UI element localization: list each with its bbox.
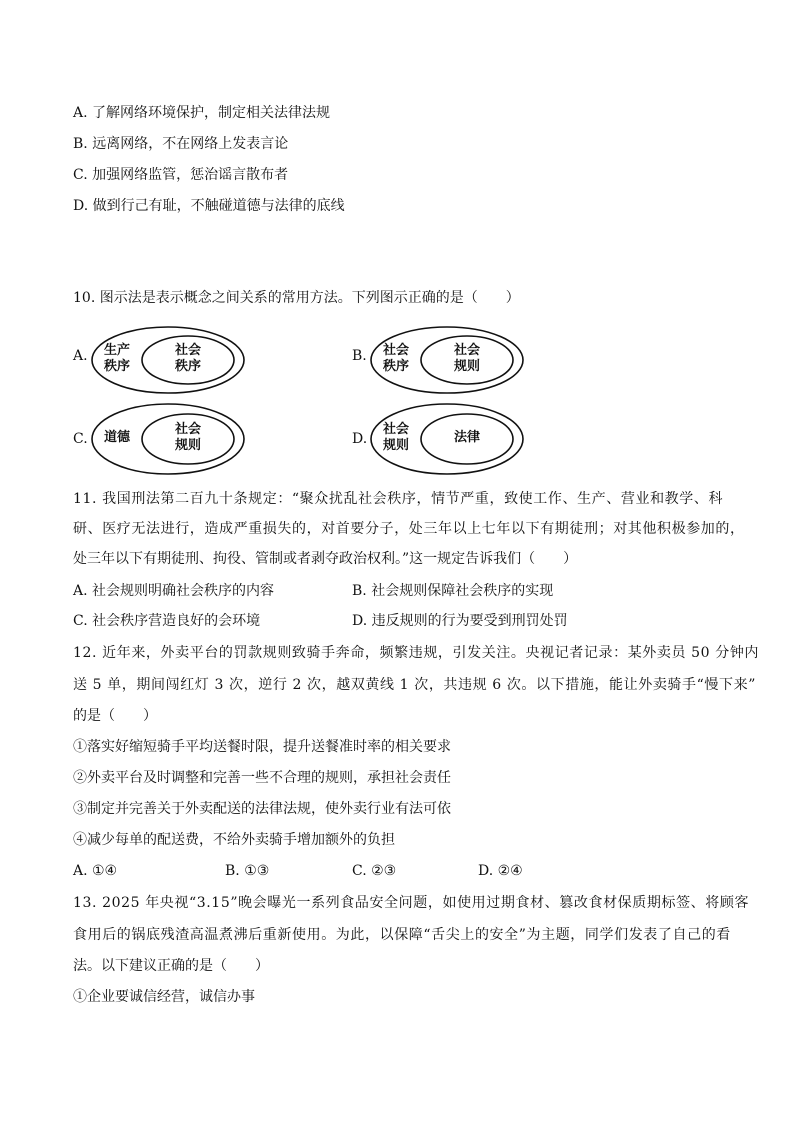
q10-diagram-a xyxy=(86,322,276,398)
q12-item-3: ③制定并完善关于外卖配送的法律法规，使外卖行业有法可依 xyxy=(73,801,451,817)
diagram-a-outer-label: 生产 秩序 xyxy=(103,343,130,374)
q10-diagram-c-letter: C. xyxy=(73,431,88,447)
diagram-d-outer-label: 社会 规则 xyxy=(382,422,409,453)
q12-option-c: C. ②③ xyxy=(352,863,397,879)
q9-option-c: C. 加强网络监管，惩治谣言散布者 xyxy=(73,167,289,183)
q13-stem-line-3: 法。以下建议正确的是（ ） xyxy=(73,958,269,974)
q13-item-1: ①企业要诚信经营，诚信办事 xyxy=(73,989,255,1005)
diagram-c-inner-label: 社会 规则 xyxy=(174,422,201,453)
q9-option-b: B. 远离网络，不在网络上发表言论 xyxy=(73,136,289,152)
q12-item-1: ①落实好缩短骑手平均送餐时限，提升送餐准时率的相关要求 xyxy=(73,739,451,755)
q12-stem-line-2: 送 5 单，期间闯红灯 3 次，逆行 2 次，越双黄线 1 次，共违规 6 次。以下措施，能让外卖骑手“慢下来” xyxy=(73,677,756,693)
q12-item-4: ④减少每单的配送费，不给外卖骑手增加额外的负担 xyxy=(73,832,395,848)
q12-item-2: ②外卖平台及时调整和完善一些不合理的规则，承担社会责任 xyxy=(73,770,451,786)
q13-stem-line-2: 食用后的锅底残渣高温煮沸后重新使用。为此，以保障“舌尖上的安全”为主题，同学们发表了自己的看 xyxy=(73,927,731,943)
q10-stem: 10. 图示法是表示概念之间关系的常用方法。下列图示正确的是（ ） xyxy=(73,290,520,306)
diagram-b-outer-label: 社会 秩序 xyxy=(382,343,409,374)
q10-diagram-d xyxy=(365,401,555,477)
q10-diagram-d-letter: D. xyxy=(352,431,368,447)
q11-stem-line-2: 研、医疗无法进行，造成严重损失的，对首要分子，处三年以上七年以下有期徒刑；对其他积极参加的， xyxy=(73,521,745,537)
diagram-c-outer-label: 道德 xyxy=(103,430,130,445)
q11-option-a: A. 社会规则明确社会秩序的内容 xyxy=(73,583,275,599)
q10-diagram-b xyxy=(365,322,555,398)
q10-diagram-b-letter: B. xyxy=(352,348,367,364)
q9-option-d: D. 做到行己有耻，不触碰道德与法律的底线 xyxy=(73,198,345,214)
q9-option-a: A. 了解网络环境保护，制定相关法律法规 xyxy=(73,105,331,121)
q12-option-a: A. ①④ xyxy=(73,863,118,879)
diagram-d-inner-label: 法律 xyxy=(453,430,480,445)
q10-diagram-c xyxy=(86,401,276,477)
q12-stem-line-3: 的是（ ） xyxy=(73,708,157,724)
q11-option-c: C. 社会秩序营造良好的会环境 xyxy=(73,613,261,629)
diagram-a-inner-label: 社会 秩序 xyxy=(174,343,201,374)
q13-stem-line-1: 13. 2025 年央视“3.15”晚会曝光一系列食品安全问题，如使用过期食材、篡改食材保质期标签、将顾客 xyxy=(73,895,750,911)
q12-stem-line-1: 12. 近年来，外卖平台的罚款规则致骑手奔命，频繁违规，引发关注。央视记者记录：某外卖员 50 分钟内 xyxy=(73,645,760,661)
q11-stem-line-3: 处三年以下有期徒刑、拘役、管制或者剥夺政治权利。”这一规定告诉我们（ ） xyxy=(73,551,578,567)
q12-option-d: D. ②④ xyxy=(478,863,523,879)
q11-option-d: D. 违反规则的行为要受到刑罚处罚 xyxy=(352,613,568,629)
q11-option-b: B. 社会规则保障社会秩序的实现 xyxy=(352,583,554,599)
q11-stem-line-1: 11. 我国刑法第二百九十条规定：“聚众扰乱社会秩序，情节严重，致使工作、生产、营业和教学、科 xyxy=(73,491,724,507)
q12-option-b: B. ①③ xyxy=(225,863,270,879)
diagram-b-inner-label: 社会 规则 xyxy=(453,343,480,374)
q10-diagram-a-letter: A. xyxy=(73,348,88,364)
